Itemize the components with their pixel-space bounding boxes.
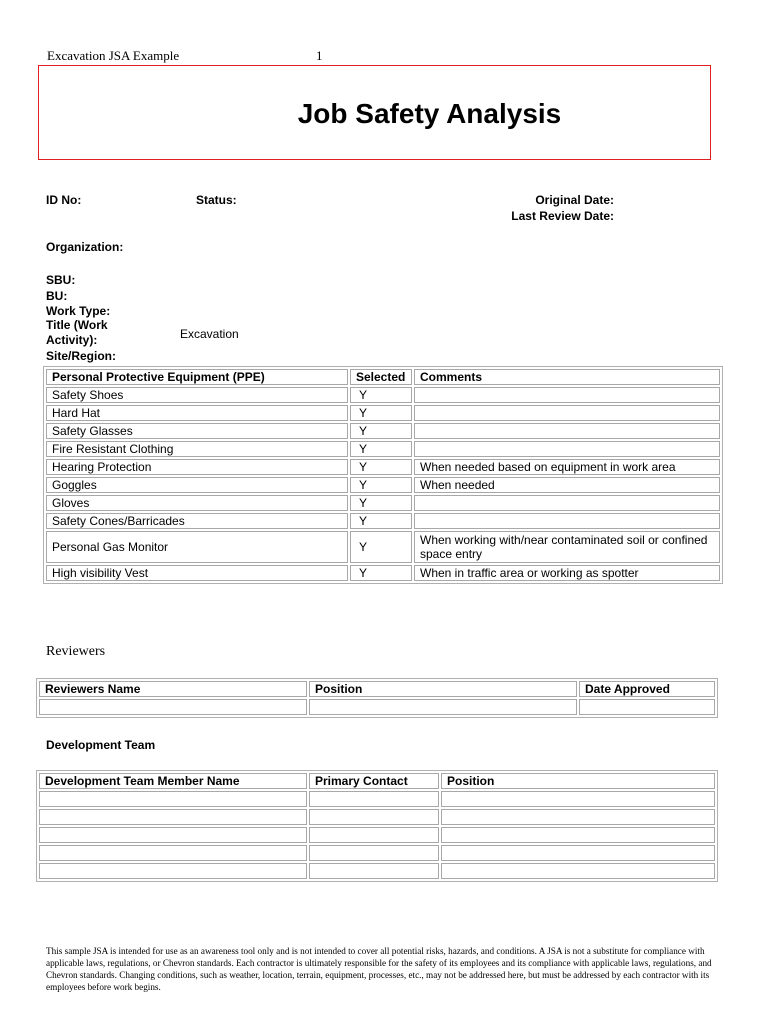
table-row: [39, 809, 715, 825]
table-row: [46, 477, 720, 493]
work-type-label: Work Type:: [46, 304, 111, 318]
doc-header-label: Excavation JSA Example: [47, 48, 180, 63]
dev-member-position-cell[interactable]: [441, 791, 715, 807]
ppe-selected: Y: [350, 441, 412, 457]
ppe-selected: Y: [350, 531, 412, 563]
table-row: [46, 405, 720, 421]
ppe-selected: Y: [350, 405, 412, 421]
ppe-selected: Y: [350, 459, 412, 475]
dev-team-header-primary: Primary Contact: [309, 773, 439, 789]
ppe-header-selected: Selected: [350, 369, 412, 385]
reviewers-header-date: Date Approved: [579, 681, 715, 697]
dev-member-name-cell[interactable]: [39, 845, 307, 861]
table-row: [39, 827, 715, 843]
table-row: [39, 699, 715, 715]
table-row: [46, 441, 720, 457]
table-row: [46, 565, 720, 581]
dev-member-name-cell[interactable]: [39, 827, 307, 843]
ppe-selected: Y: [350, 423, 412, 439]
dev-team-heading: Development Team: [46, 738, 156, 752]
dev-member-name-cell[interactable]: [39, 791, 307, 807]
original-date-label: Original Date:: [535, 193, 614, 207]
dev-member-position-cell[interactable]: [441, 845, 715, 861]
dev-member-name-cell[interactable]: [39, 863, 307, 879]
dev-member-primary-cell[interactable]: [309, 791, 439, 807]
dev-member-name-cell[interactable]: [39, 809, 307, 825]
table-row: [39, 863, 715, 879]
disclaimer-text: This sample JSA is intended for use as an awareness tool only and is not intended to cover all potential risks, hazards, and conditions. A JSA is not a substitute for compliance with applicable laws, regulations, or Chevron standards. Each contractor is ultimately responsible for the safety of its employees and its compliance with applicable laws, regulations, and Chevron standards. Changing conditions, such as weather, location, terrain, equipment, processes, etc., may not be addressed here, but must be addressed by each contractor with its employees before work begins.: [46, 946, 712, 992]
ppe-comment: When needed: [414, 477, 720, 493]
title-work-activity-value: Excavation: [180, 327, 239, 341]
ppe-item: Goggles: [46, 477, 348, 493]
ppe-item: Hard Hat: [46, 405, 348, 421]
dev-member-primary-cell[interactable]: [309, 863, 439, 879]
ppe-comment: [414, 495, 720, 511]
table-row: [46, 387, 720, 403]
reviewers-header-position: Position: [309, 681, 577, 697]
reviewer-date-cell[interactable]: [579, 699, 715, 715]
ppe-selected: Y: [350, 513, 412, 529]
dev-member-primary-cell[interactable]: [309, 809, 439, 825]
ppe-selected: Y: [350, 387, 412, 403]
reviewer-name-cell[interactable]: [39, 699, 307, 715]
sbu-label: SBU:: [46, 273, 76, 287]
reviewer-position-cell[interactable]: [309, 699, 577, 715]
dev-member-primary-cell[interactable]: [309, 845, 439, 861]
site-region-label: Site/Region:: [46, 349, 117, 363]
ppe-header-comments: Comments: [414, 369, 720, 385]
status-label: Status:: [196, 193, 237, 207]
page-number: 1: [316, 48, 323, 63]
table-row: [46, 459, 720, 475]
ppe-comment: [414, 423, 720, 439]
ppe-item: Gloves: [46, 495, 348, 511]
ppe-comment: [414, 387, 720, 403]
page-title: Job Safety Analysis: [297, 98, 562, 129]
reviewers-heading: Reviewers: [46, 644, 106, 659]
ppe-comment: [414, 513, 720, 529]
last-review-date-label: Last Review Date:: [511, 209, 614, 223]
bu-label: BU:: [46, 289, 68, 303]
ppe-comment: [414, 405, 720, 421]
ppe-selected: Y: [350, 565, 412, 581]
ppe-item: High visibility Vest: [46, 565, 348, 581]
reviewers-header-row: [39, 681, 715, 697]
title-box: [38, 65, 711, 160]
ppe-selected: Y: [350, 495, 412, 511]
reviewers-table: [36, 678, 718, 718]
ppe-comment: When working with/near contaminated soil or confined space entry: [414, 531, 720, 563]
dev-team-header-position: Position: [441, 773, 715, 789]
ppe-item: Fire Resistant Clothing: [46, 441, 348, 457]
dev-member-position-cell[interactable]: [441, 863, 715, 879]
dev-team-header-name: Development Team Member Name: [39, 773, 307, 789]
table-row: [39, 791, 715, 807]
ppe-selected: Y: [350, 477, 412, 493]
table-row: [46, 513, 720, 529]
reviewers-header-name: Reviewers Name: [39, 681, 307, 697]
dev-member-position-cell[interactable]: [441, 809, 715, 825]
table-row: [46, 495, 720, 511]
ppe-comment: [414, 441, 720, 457]
table-row: [46, 531, 720, 563]
ppe-item: Personal Gas Monitor: [46, 531, 348, 563]
id-no-label: ID No:: [46, 193, 82, 207]
table-row: [39, 845, 715, 861]
title-work-activity-label: Title (Work Activity):: [46, 318, 108, 347]
ppe-comment: When in traffic area or working as spotter: [414, 565, 720, 581]
table-row: [46, 423, 720, 439]
ppe-header-item: Personal Protective Equipment (PPE): [46, 369, 348, 385]
ppe-item: Safety Shoes: [46, 387, 348, 403]
organization-label: Organization:: [46, 240, 124, 254]
ppe-header-row: [46, 369, 720, 385]
dev-member-position-cell[interactable]: [441, 827, 715, 843]
ppe-item: Hearing Protection: [46, 459, 348, 475]
ppe-table: [43, 366, 723, 584]
dev-team-header-row: [39, 773, 715, 789]
dev-team-table: [36, 770, 718, 882]
dev-member-primary-cell[interactable]: [309, 827, 439, 843]
ppe-item: Safety Cones/Barricades: [46, 513, 348, 529]
ppe-comment: When needed based on equipment in work area: [414, 459, 720, 475]
ppe-item: Safety Glasses: [46, 423, 348, 439]
